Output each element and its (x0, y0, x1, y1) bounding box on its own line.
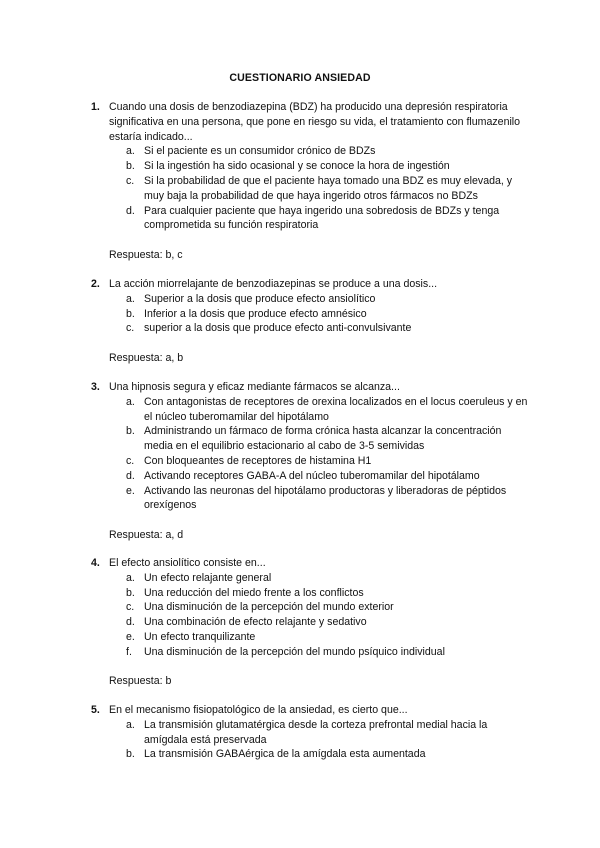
option-text: Superior a la dosis que produce efecto ansiolítico (144, 292, 376, 305)
question-number: 2. (91, 278, 100, 290)
option-letter: b. (126, 586, 135, 599)
question-5 (91, 703, 531, 762)
option-text: Administrando un fármaco de forma crónica hasta alcanzar la concentración media en el equilibrio estacionario al cabo de 3-5 semividas (144, 425, 502, 453)
question-4 (91, 556, 531, 689)
answer-text: Respuesta: a, d (109, 528, 184, 541)
option-item (91, 600, 531, 615)
question-text: El efecto ansiolítico consiste en... (109, 557, 266, 569)
option-letter: b. (126, 307, 135, 320)
question-text: Cuando una dosis de benzodiazepina (BDZ) ha producido una depresión respiratoria significativa en una persona, que pone en riesgo su vida, el tratamiento con flumazenilo estaría indicado... (109, 101, 521, 143)
question-number: 1. (91, 101, 100, 113)
option-item (91, 454, 531, 469)
question-number: 3. (91, 381, 100, 393)
option-item (91, 204, 531, 234)
option-item (91, 144, 531, 159)
option-letter: a. (126, 292, 135, 305)
option-text: La transmisión GABAérgica de la amígdala esta aumentada (144, 748, 426, 761)
option-item (91, 469, 531, 484)
option-item (91, 395, 531, 425)
option-item (91, 586, 531, 601)
option-item (91, 484, 531, 514)
option-item (91, 571, 531, 586)
option-text: Una reducción del miedo frente a los conflictos (144, 586, 364, 599)
option-letter: b. (126, 425, 135, 438)
option-text: Inferior a la dosis que produce efecto amnésico (144, 307, 367, 320)
option-letter: b. (126, 748, 135, 761)
option-letter: a. (126, 395, 135, 408)
option-text: Una disminución de la percepción del mundo psíquico individual (144, 645, 445, 658)
question-2 (91, 277, 531, 366)
option-item (91, 307, 531, 322)
option-text: Activando receptores GABA-A del núcleo tuberomamilar del hipotálamo (144, 469, 480, 482)
option-text: Si la probabilidad de que el paciente haya tomado una BDZ es muy elevada, y muy baja la probabilidad de que haya ingerido otros fármacos no BDZs (144, 174, 513, 202)
option-text: Si la ingestión ha sido ocasional y se conoce la hora de ingestión (144, 160, 450, 173)
options-list (91, 144, 531, 233)
options-list (91, 571, 531, 660)
option-letter: a. (126, 145, 135, 158)
option-letter: d. (126, 616, 135, 629)
option-item (91, 292, 531, 307)
option-letter: d. (126, 469, 135, 482)
option-text: Un efecto tranquilizante (144, 630, 256, 643)
option-letter: e. (126, 484, 135, 497)
option-item (91, 424, 531, 454)
question-text: La acción miorrelajante de benzodiazepinas se produce a una dosis... (109, 278, 438, 290)
answer-text: Respuesta: a, b (109, 351, 184, 364)
option-letter: d. (126, 204, 135, 217)
option-text: Una disminución de la percepción del mundo exterior (144, 601, 394, 614)
option-item (91, 321, 531, 336)
answer-text: Respuesta: b (109, 675, 172, 688)
option-item (91, 159, 531, 174)
option-text: La transmisión glutamatérgica desde la corteza prefrontal medial hacia la amígdala está preservada (144, 718, 488, 746)
question-text: En el mecanismo fisiopatológico de la ansiedad, es cierto que... (109, 704, 408, 716)
option-text: Una combinación de efecto relajante y sedativo (144, 616, 367, 629)
option-letter: b. (126, 160, 135, 173)
option-letter: c. (126, 322, 135, 335)
option-item (91, 645, 531, 660)
option-letter: a. (126, 571, 135, 584)
page-title: CUESTIONARIO ANSIEDAD (229, 72, 371, 84)
option-text: Un efecto relajante general (144, 571, 272, 584)
question-1 (91, 100, 531, 263)
option-text: Si el paciente es un consumidor crónico de BDZs (144, 145, 376, 158)
option-text: Con bloqueantes de receptores de histamina H1 (144, 454, 372, 467)
option-item (91, 718, 531, 748)
option-letter: c. (126, 174, 135, 187)
option-text: Con antagonistas de receptores de orexina localizados en el locus coeruleus y en el núcleo tuberomamilar del hipotálamo (144, 395, 528, 423)
option-letter: f. (126, 645, 132, 658)
question-number: 4. (91, 557, 100, 569)
option-item (91, 615, 531, 630)
options-list (91, 718, 531, 762)
option-text: Para cualquier paciente que haya ingerido una sobredosis de BDZs y tenga comprometida su función respiratoria (144, 204, 500, 232)
options-list (91, 292, 531, 336)
options-list (91, 395, 531, 513)
option-item (91, 174, 531, 204)
answer-text: Respuesta: b, c (109, 248, 183, 261)
option-letter: e. (126, 630, 135, 643)
option-letter: c. (126, 454, 135, 467)
question-text: Una hipnosis segura y eficaz mediante fármacos se alcanza... (109, 381, 400, 393)
question-number: 5. (91, 704, 100, 716)
option-item (91, 630, 531, 645)
option-letter: a. (126, 718, 135, 731)
option-letter: c. (126, 601, 135, 614)
option-text: superior a la dosis que produce efecto anti-convulsivante (144, 322, 412, 335)
question-3 (91, 380, 531, 543)
option-item (91, 747, 531, 762)
option-text: Activando las neuronas del hipotálamo productoras y liberadoras de péptidos orexígenos (144, 484, 507, 512)
